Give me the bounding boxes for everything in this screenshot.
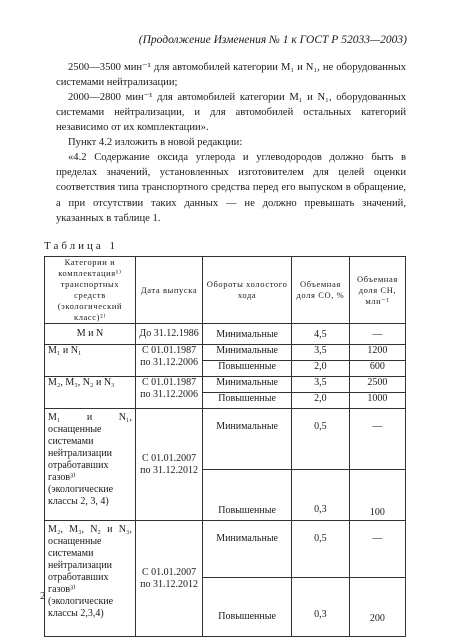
- cell-ch: 200: [349, 578, 405, 637]
- cell-date: С 01.01.2007 по 31.12.2012: [135, 521, 202, 637]
- cell-ch: —: [349, 521, 405, 578]
- emissions-table: [44, 256, 406, 637]
- table-row: [45, 409, 406, 470]
- cell-ch: 100: [349, 470, 405, 521]
- cell-co: 3,5: [291, 377, 349, 393]
- cell-date: С 01.01.1987 по 31.12.2006: [135, 345, 202, 377]
- table-row: [45, 345, 406, 361]
- cell-co: 0,3: [291, 578, 349, 637]
- table-header-row: [45, 257, 406, 324]
- paragraph-clause-intro: Пункт 4.2 изложить в новой редакции:: [68, 137, 243, 148]
- cell-category: M₁ и N₁, оснащенные системами нейтрализации отработавших газов³⁾ (экологические классы 2, 3, 4): [45, 409, 136, 521]
- cell-rpm: Повышенные: [203, 361, 292, 377]
- cell-rpm: Минимальные: [203, 345, 292, 361]
- cell-ch: 600: [349, 361, 405, 377]
- cell-co: 0,3: [291, 470, 349, 521]
- paragraph-clause-4-2: «4.2 Содержание оксида углерода и углеводородов должно быть в пределах значений, установленных изготовителем для целей оценки соответствия типа транспортного средства перед его выпуском в обращение, а при отсутствии таких данных — не должно превышать значений, указанных в таблице 1.: [56, 152, 406, 224]
- cell-rpm: Повышенные: [203, 470, 292, 521]
- cell-co: 3,5: [291, 345, 349, 361]
- paragraph-rpm-1: 2500—3500 мин⁻¹ для автомобилей категории M₁ и N₁, не оборудованных системами нейтрализации;: [56, 62, 406, 89]
- cell-date: С 01.01.2007 по 31.12.2012: [135, 409, 202, 521]
- cell-co: 0,5: [291, 521, 349, 578]
- cell-rpm: Минимальные: [203, 409, 292, 470]
- table-row: [45, 377, 406, 393]
- cell-rpm: Минимальные: [203, 377, 292, 393]
- cell-co: 4,5: [291, 324, 349, 345]
- cell-co: 2,0: [291, 361, 349, 377]
- table-row: [45, 324, 406, 345]
- page-number: 2: [40, 590, 46, 602]
- cell-date: С 01.01.1987 по 31.12.2006: [135, 377, 202, 409]
- cell-co: 0,5: [291, 409, 349, 470]
- page-header: (Продолжение Изменения № 1 к ГОСТ Р 52033—2003): [138, 34, 407, 46]
- cell-ch: —: [349, 324, 405, 345]
- table-caption: Таблица 1: [44, 240, 119, 252]
- cell-ch: 1000: [349, 393, 405, 409]
- header-category: Категории и комплектация¹⁾ транспортных средств (экологический класс)²⁾: [45, 257, 136, 324]
- cell-rpm: Минимальные: [203, 324, 292, 345]
- cell-ch: 2500: [349, 377, 405, 393]
- cell-rpm: Повышенные: [203, 578, 292, 637]
- cell-category: M₁ и N₁: [45, 345, 136, 377]
- header-date: Дата выпуска: [135, 257, 202, 324]
- table-row: [45, 521, 406, 578]
- cell-ch: 1200: [349, 345, 405, 361]
- header-rpm: Обороты холостого хода: [203, 257, 292, 324]
- cell-category: M и N: [45, 324, 136, 345]
- cell-rpm: Минимальные: [203, 521, 292, 578]
- cell-co: 2,0: [291, 393, 349, 409]
- cell-category: M₂, M₃, N₂ и N₃: [45, 377, 136, 409]
- header-co: Объемная доля CO, %: [291, 257, 349, 324]
- cell-category: M₂, M₃, N₂ и N₃, оснащенные системами нейтрализации отработавших газов³⁾ (экологические классы 2,3,4): [45, 521, 136, 637]
- paragraph-rpm-2: 2000—2800 мин⁻¹ для автомобилей категории M₁ и N₁, оборудованных системами нейтрализации, и для автомобилей остальных категорий независимо от их комплектации».: [56, 92, 406, 134]
- cell-ch: —: [349, 409, 405, 470]
- header-ch: Объемная доля CH, млн⁻¹: [349, 257, 405, 324]
- cell-date: До 31.12.1986: [135, 324, 202, 345]
- cell-rpm: Повышенные: [203, 393, 292, 409]
